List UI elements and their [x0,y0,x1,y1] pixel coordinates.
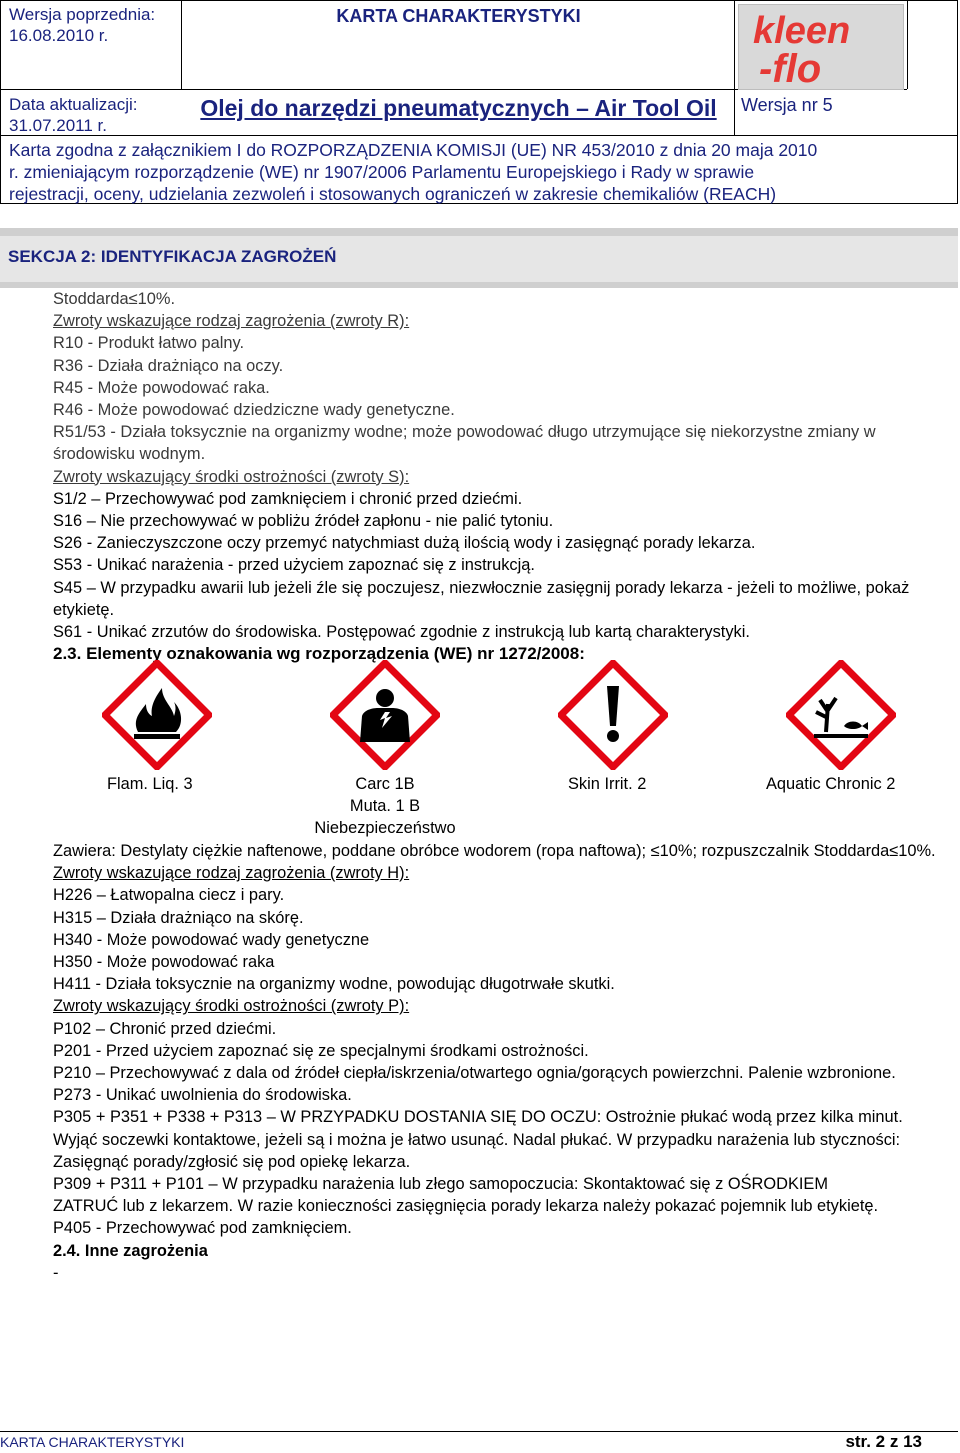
s-phrase: S53 - Unikać narażenia - przed użyciem zapoznać się z instrukcją. [53,556,535,575]
r-phrase: R46 - Może powodować dziedziczne wady genetyczne. [53,401,455,420]
subheading-2-3: 2.3. Elementy oznakowania wg rozporządzenia (WE) nr 1272/2008: [53,644,585,664]
hazard-phrases-part-2 [53,840,948,1284]
footer-divider [0,1431,958,1432]
r-phrase: R51/53 - Działa toksycznie na organizmy wodne; może powodować długo utrzymujące się niekorzystne zmiany w środowisku wodnym. [53,423,876,464]
p-phrase: P201 - Przed użyciem zapoznać się ze specjalnymi środkami ostrożności. [53,1041,589,1060]
environment-pictogram-icon [786,660,896,770]
ghs-pictograms [0,660,960,770]
s-phrases-heading: Zwroty wskazujący środki ostrożności (zwroty S): [53,467,410,486]
pictogram-label-carc-2: Muta. 1 B [349,797,421,816]
previous-version-label: Wersja poprzednia: [9,5,156,24]
h-phrase: H340 - Może powodować wady genetyczne [53,930,370,949]
footer-doc-title: KARTA CHARAKTERYSTYKI [0,1434,185,1450]
regulation-line-1: Karta zgodna z załącznikiem I do ROZPORZĄDZENIA KOMISJI (UE) NR 453/2010 z dnia 20 maja 2010 [9,140,818,160]
health-hazard-pictogram-icon [330,660,440,770]
s-phrase: S26 - Zanieczyszczone oczy przemyć natychmiast dużą ilością wody i zasięgnąć porady lekarza. [53,534,756,553]
previous-version [9,4,179,46]
p-phrase: P309 + P311 + P101 – W przypadku narażenia lub złego samopoczucia: Skontaktować się z OŚRODKIEM [53,1175,829,1194]
pictogram-label-carc [300,773,470,817]
r-phrase: R36 - Działa drażniąco na oczy. [53,356,284,375]
h-phrases-heading: Zwroty wskazujące rodzaj zagrożenia (zwroty H): [53,864,410,883]
s-phrase: S45 – W przypadku awarii lub jeżeli źle się poczujesz, niezwłocznie zasięgnij porady lekarza - jeżeli to możliwe, pokaż etykietę. [53,578,910,619]
r-phrase: R10 - Produkt łatwo palny. [53,334,245,353]
p-phrases-heading: Zwroty wskazujący środki ostrożności (zwroty P): [53,997,410,1016]
product-name: Olej do narzędzi pneumatycznych – Air Tool Oil [200,95,717,121]
p-phrase: ZATRUĆ lub z lekarzem. W razie konieczności zasięgnięcia porady lekarza należy pokazać pojemnik lub etykietę. [53,1197,879,1216]
regulation-note [9,139,954,205]
h-phrase: H411 - Działa toksycznie na organizmy wodne, powodując długotrwałe skutki. [53,975,615,994]
section-header [0,228,958,288]
s-phrase: S61 - Unikać zrzutów do środowiska. Postępować zgodnie z instrukcją lub kartą charakterystyki. [53,623,750,642]
h-phrase: H350 - Może powodować raka [53,953,275,972]
update-value: 31.07.2011 r. [9,116,107,135]
s-phrase: S1/2 – Przechowywać pod zamknięciem i chronić przed dziećmi. [53,489,523,508]
r-phrase: R45 - Może powodować raka. [53,378,270,397]
previous-version-date: 16.08.2010 r. [9,26,109,45]
version-number: Wersja nr 5 [741,95,833,115]
p-phrase: P305 + P351 + P338 + P313 – W PRZYPADKU DOSTANIA SIĘ DO OCZU: Ostrożnie płukać wodą przez kilka minut. Wyjąć soczewki kontaktowe, jeżeli są i można je łatwo usunąć. Nadal płukać. W przypadku narażenia lub styczności: Zasięgnąć porady/zgłosić się pod opiekę lekarza. [53,1108,903,1171]
document-header [0,0,958,204]
pictogram-label-skin: Skin Irrit. 2 [568,775,647,793]
page-number: str. 2 z 13 [845,1432,922,1451]
hazard-phrases-part-1 [53,288,948,665]
p-phrase: P210 – Przechowywać z dala od źródeł ciepła/iskrzenia/otwartego ognia/gorących powierzchni. Palenie wzbronione. [53,1064,896,1083]
regulation-line-2: r. zmieniającym rozporządzenie (WE) nr 1907/2006 Parlamentu Europejskiego i Rady w sprawie [9,162,755,182]
pictogram-label-aquatic: Aquatic Chronic 2 [766,775,896,793]
contains-line: Zawiera: Destylaty ciężkie naftenowe, poddane obróbce wodorem (ropa naftowa); ≤10%; rozpuszczalnik Stoddarda≤10%. [53,842,936,860]
s-phrase: S16 – Nie przechowywać w pobliżu źródeł zapłonu - nie palić tytoniu. [53,512,554,531]
exclamation-pictogram-icon [558,660,668,770]
update-label: Data aktualizacji: [9,95,138,114]
signal-word: Niebezpieczeństwo [314,819,456,837]
document-title: KARTA CHARAKTERYSTYKI [336,6,581,26]
p-phrase: P405 - Przechowywać pod zamknięciem. [53,1219,352,1238]
h-phrase: H226 – Łatwopalna ciecz i pary. [53,886,285,905]
stoddard-line: Stoddarda≤10%. [53,290,175,308]
section-title: SEKCJA 2: IDENTYFIKACJA ZAGROŻEŃ [8,247,337,266]
other-hazards-dash: - [53,1263,59,1282]
r-phrases-heading: Zwroty wskazujące rodzaj zagrożenia (zwroty R): [53,312,410,331]
logo-text-kleen: kleen [753,10,851,52]
kleen-flo-logo [738,4,904,90]
p-phrase: P102 – Chronić przed dziećmi. [53,1019,277,1038]
p-phrase: P273 - Unikać uwolnienia do środowiska. [53,1086,352,1105]
update-date [9,94,179,136]
pictogram-label-carc-1: Carc 1B [355,775,415,793]
logo-text-flo: -flo [759,47,822,89]
h-phrase: H315 – Działa drażniąco na skórę. [53,908,304,927]
pictogram-label-flam: Flam. Liq. 3 [107,775,193,793]
flame-pictogram-icon [102,660,212,770]
regulation-line-3: rejestracji, oceny, udzielania zezwoleń i stosowanych ograniczeń w zakresie chemikaliów (REACH) [9,184,777,204]
subheading-2-4: 2.4. Inne zagrożenia [53,1241,208,1260]
